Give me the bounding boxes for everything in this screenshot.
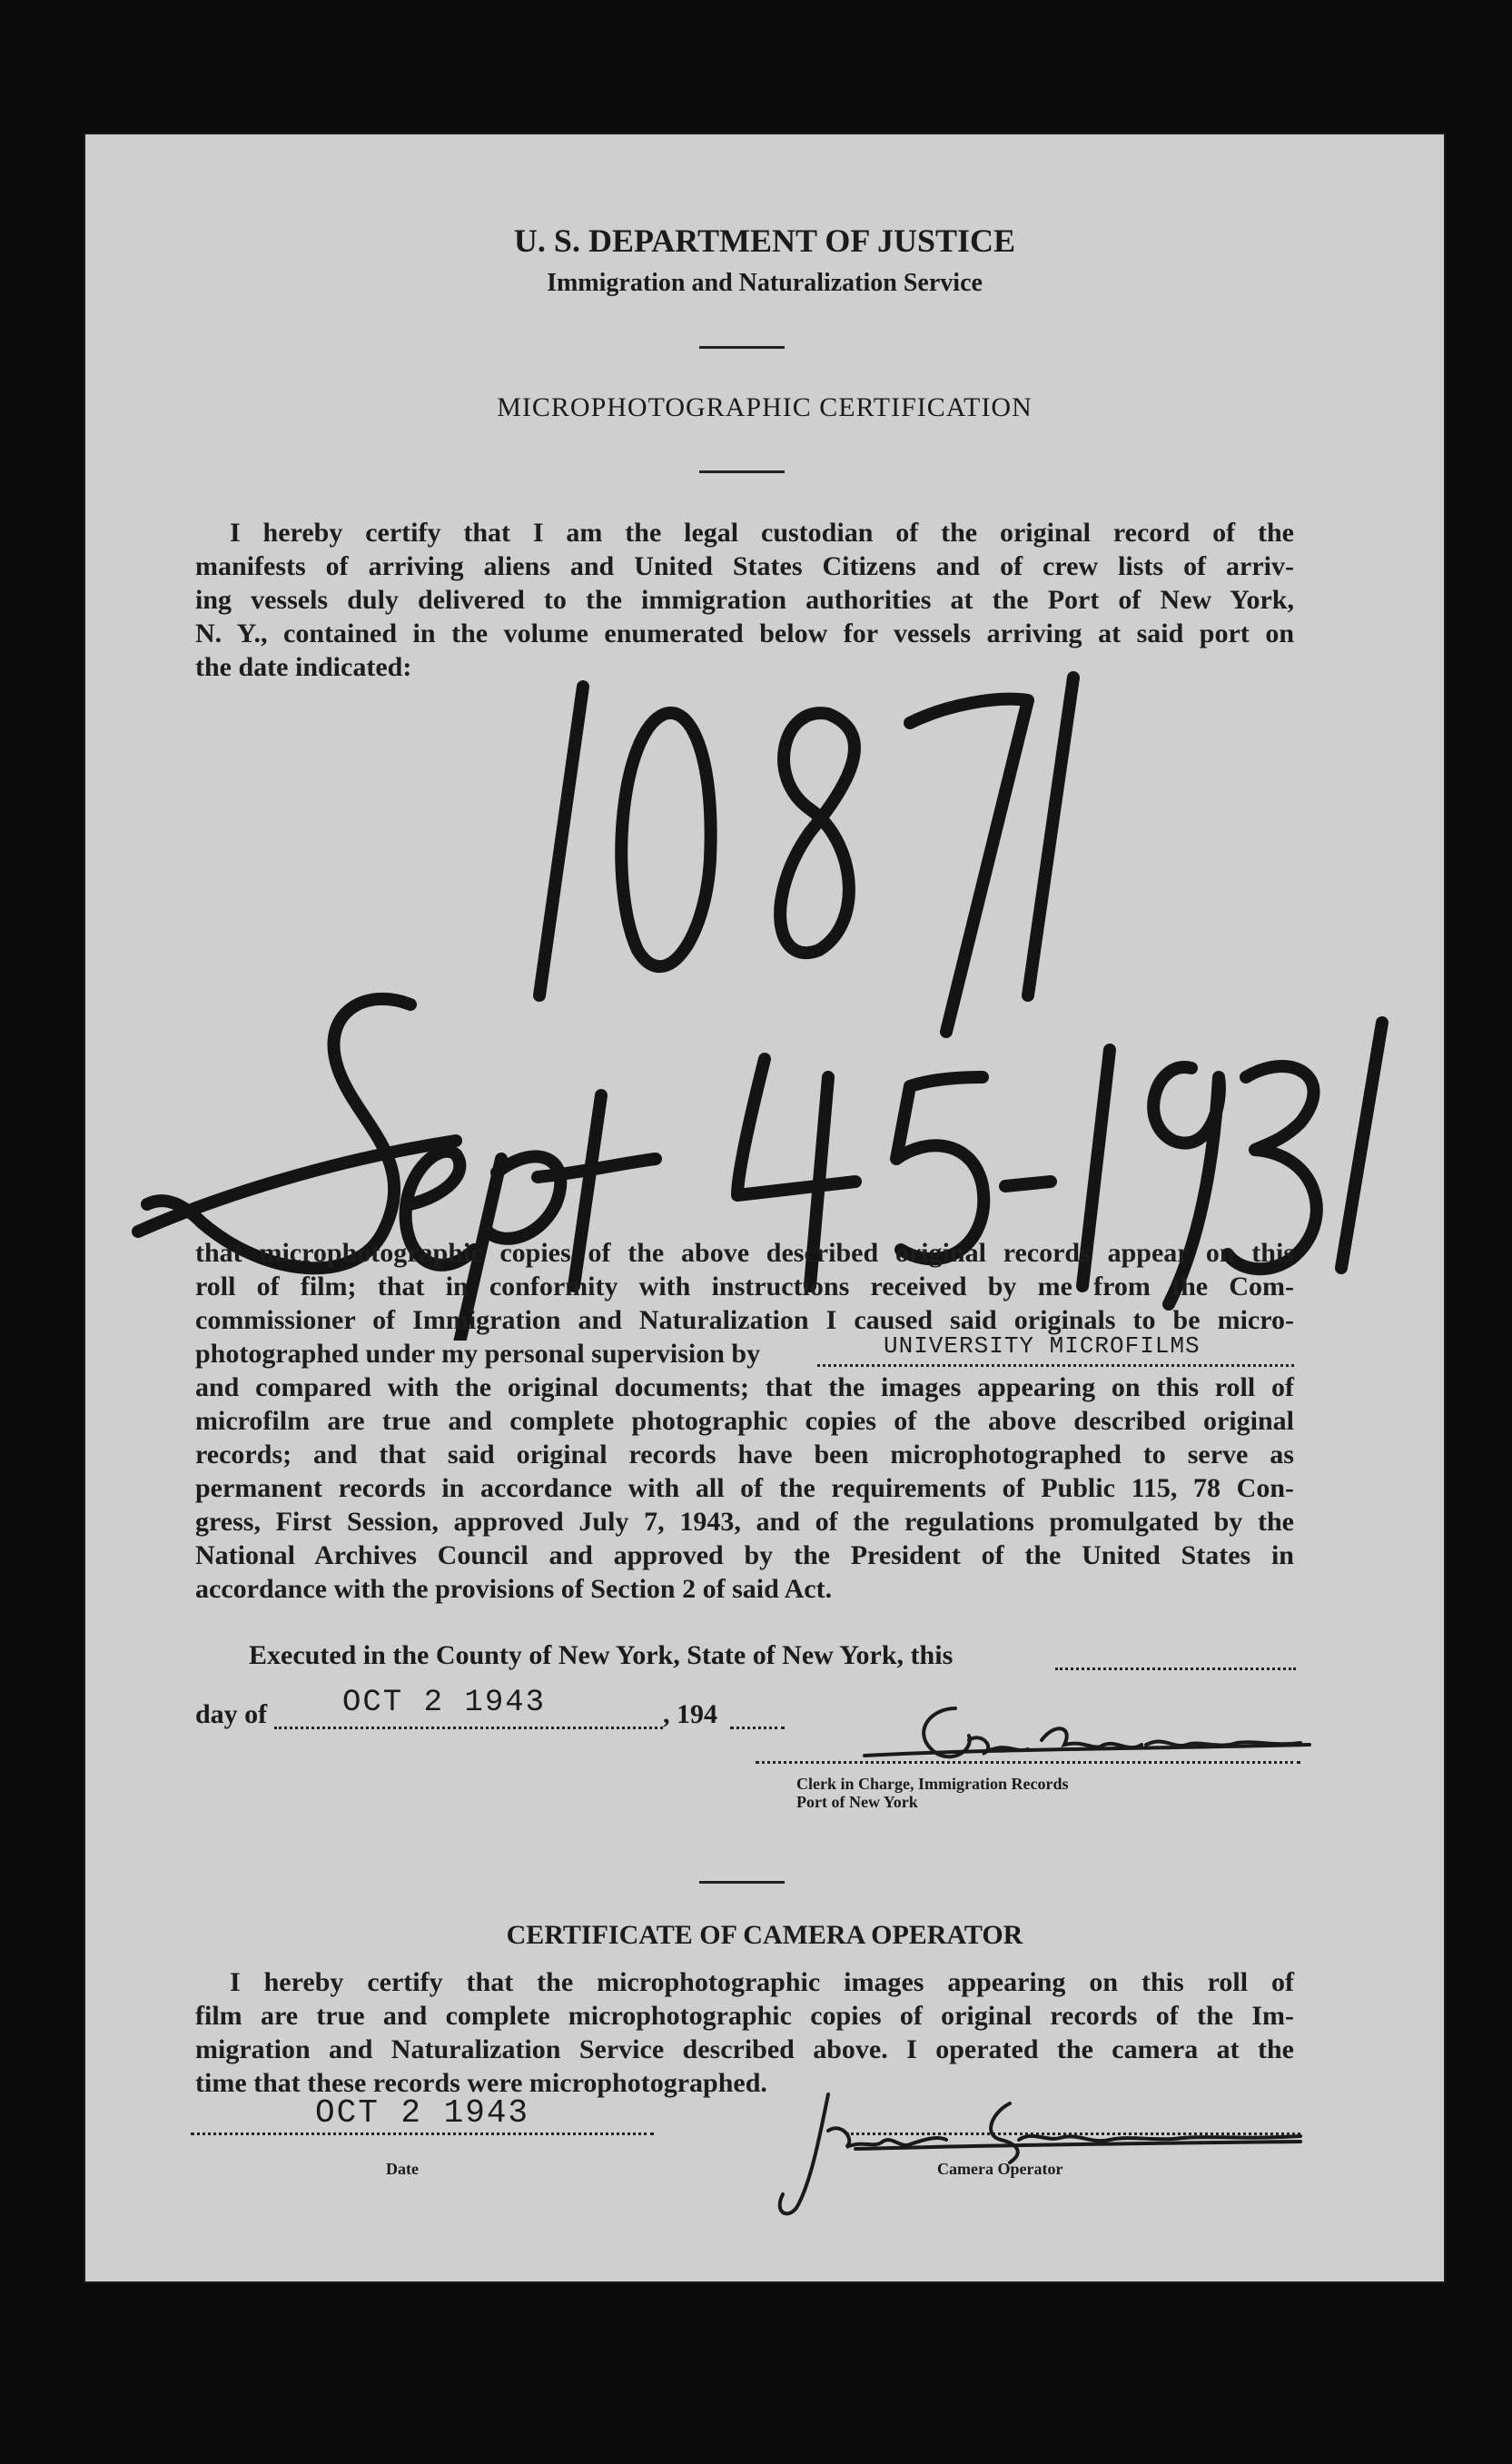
- para2-line: permanent records in accordance with all of the requirements of Public 115, 78 Con-: [195, 1473, 1294, 1503]
- para1-line: manifests of arriving aliens and United States Citizens and of crew lists of arriv-: [195, 551, 1294, 581]
- para2-line: and compared with the original documents; that the images appearing on this roll of: [195, 1372, 1294, 1402]
- executed-blank: [1055, 1648, 1296, 1670]
- clerk-signature-line: [756, 1761, 1300, 1764]
- microphotograph-paragraph: [195, 1236, 1294, 1606]
- stamped-date: OCT 2 1943: [342, 1686, 547, 1720]
- operator-signature: [719, 2085, 1319, 2222]
- camera-stamped-date: OCT 2 1943: [315, 2094, 530, 2132]
- date-label: Date: [386, 2160, 419, 2178]
- camera-certificate-paragraph: [195, 1965, 1294, 2100]
- year-blank: [730, 1707, 785, 1729]
- para2-line: microfilm are true and complete photographic copies of the above described original: [195, 1406, 1294, 1436]
- certificate-title: MICROPHOTOGRAPHIC CERTIFICATION: [497, 392, 1033, 422]
- para2-line: commissioner of Immigration and Naturalization I caused said originals to be micro-: [195, 1305, 1294, 1335]
- para2-line: that microphotographic copies of the above described original records appear on this: [195, 1238, 1294, 1268]
- department-heading: U. S. DEPARTMENT OF JUSTICE: [513, 223, 1016, 259]
- supervision-line: [195, 1332, 1294, 1371]
- camera-line: time that these records were microphotographed.: [195, 2068, 767, 2098]
- para2-line: roll of film; that in conformity with instructions received by me from the Com-: [195, 1272, 1294, 1301]
- para1-line: I hereby certify that I am the legal custodian of the original record of the: [230, 518, 1294, 548]
- camera-line: film are true and complete microphotographic copies of original records of the Im-: [195, 2001, 1294, 2031]
- document-page: [84, 133, 1446, 2283]
- date-line: [191, 2132, 654, 2135]
- section-divider: [699, 1881, 785, 1884]
- para1-line: ing vessels duly delivered to the immigration authorities at the Port of New York,: [195, 585, 1294, 615]
- title-divider: [699, 470, 785, 473]
- service-subheading: Immigration and Naturalization Service: [547, 269, 983, 297]
- camera-line: I hereby certify that the microphotographic images appearing on this roll of: [230, 1967, 1294, 1997]
- day-of-label: day of: [195, 1699, 268, 1729]
- camera-certificate-title: CERTIFICATE OF CAMERA OPERATOR: [506, 1920, 1023, 1950]
- para1-line: the date indicated:: [195, 652, 412, 682]
- supervisor-stamp: UNIVERSITY MICROFILMS: [884, 1332, 1201, 1360]
- para2-line: accordance with the provisions of Section 2 of said Act.: [195, 1574, 833, 1604]
- operator-label: Camera Operator: [937, 2160, 1063, 2178]
- para2-line: National Archives Council and approved by the President of the United States in: [195, 1540, 1294, 1570]
- para2-line: records; and that said original records have been microphotographed to serve as: [195, 1440, 1294, 1469]
- para2-line: photographed under my personal supervision by: [195, 1339, 761, 1369]
- header-divider: [699, 346, 785, 349]
- camera-line: migration and Naturalization Service described above. I operated the camera at the: [195, 2034, 1294, 2064]
- executed-line: Executed in the County of New York, State of New York, this: [249, 1640, 954, 1670]
- para1-line: N. Y., contained in the volume enumerated below for vessels arriving at said port on: [195, 618, 1294, 648]
- operator-signature-line: [846, 2132, 1300, 2135]
- clerk-port: Port of New York: [796, 1793, 918, 1811]
- year-suffix: , 194: [663, 1699, 717, 1729]
- clerk-title: Clerk in Charge, Immigration Records: [796, 1775, 1069, 1793]
- para2-line: gress, First Session, approved July 7, 1943, and of the regulations promulgated by the: [195, 1507, 1294, 1537]
